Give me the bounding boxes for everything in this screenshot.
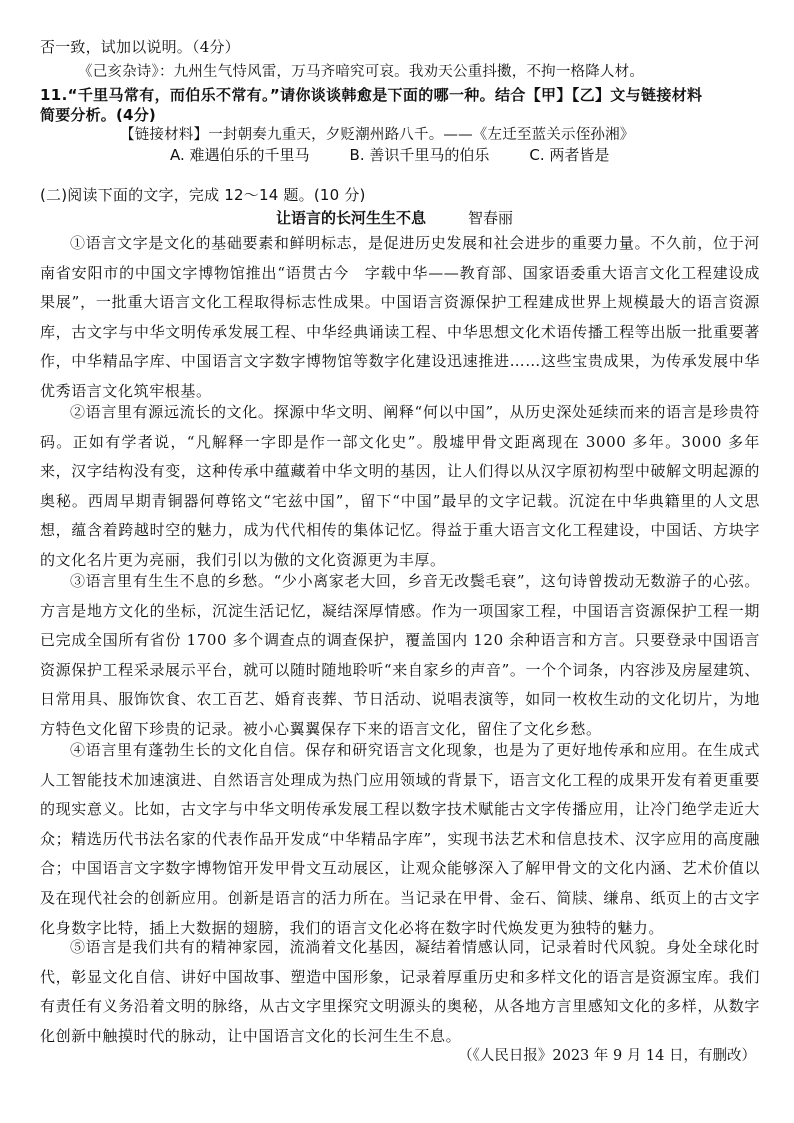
option-b: B. 善识千里马的伯乐 <box>349 146 490 164</box>
paragraph-3: ③语言里有生生不息的乡愁。“少小离家老大回，乡音无改鬓毛衰”，这句诗曾拨动无数游子的心弦。方言是地方文化的坐标，沉淀生活记忆，凝结深厚情感。作为一项国家工程，中国语言资源保护工程一期已完成全国所有省份 1700 多个调查点的调查保护，覆盖国内 120 余种语言和方言。只要登录中国语言资源保护工程采录展示平台，就可以随时随地聆听“来自家乡的声音”。一个个词条，内容涉及房屋建筑、日常用具、服饰饮食、农工百艺、婚育丧葬、节日活动、说唱表演等，如同一枚枚生动的文化切片，为地方特色文化留下珍贵的记录。被小心翼翼保存下来的语言文化，留住了文化乡愁。 <box>40 572 760 738</box>
paragraph-1: ①语言文字是文化的基础要素和鲜明标志，是促进历史发展和社会进步的重要力量。不久前，位于河南省安阳市的中国文字博物馆推出“语贯古今 字载中华——教育部、国家语委重大语言文化工程建设成果展”，一批重大语言文化工程取得标志性成果。中国语言资源保护工程建成世界上规模最大的语言资源库，古文字与中华文明传承发展工程、中华经典诵读工程、中华思想文化术语传播工程等出版一批重要著作，中华精品字库、中国语言文字数字博物馆等数字化建设迅速推进……这些宝贵成果，为传承发展中华优秀语言文化筑牢根基。 <box>40 234 760 400</box>
paragraph-2: ②语言里有源远流长的文化。探源中华文明、阐释“何以中国”，从历史深处延续而来的语言是珍贵符码。正如有学者说，“凡解释一字即是作一部文化史”。殷墟甲骨文距离现在 3000 多年。3000 多年来，汉字结构没有变，这种传承中蕴藏着中华文明的基因，让人们得以从汉字原初构型中破解文明起源的奥秘。西周早期青铜器何尊铭文“宅兹中国”，留下“中国”最早的文字记载。沉淀在中华典籍里的人文思想，蕴含着跨越时空的魅力，成为代代相传的集体记忆。得益于重大语言文化工程建设，中国话、方块字的文化名片更为亮丽，我们引以为傲的文化资源更为丰厚。 <box>40 403 760 569</box>
section-2-heading: (二)阅读下面的文字，完成 12～14 题。(10 分) <box>40 186 366 204</box>
paragraph-5: ⑤语言是我们共有的精神家园，流淌着文化基因，凝结着情感认同，记录着时代风貌。身处全球化时代，彰显文化自信、讲好中国故事、塑造中国形象，记录着厚重历史和多样文化的语言是资源宝库。我们有责任有义务沿着文明的脉络，从古文字里探究文明源头的奥秘，从各地方言里感知文化的多样，从数字化创新中触摸时代的脉动，让中国语言文化的长河生生不息。 <box>40 938 760 1045</box>
article-source: （《人民日报》2023 年 9 月 14 日，有删改） <box>458 1048 756 1064</box>
paragraph-4: ④语言里有蓬勃生长的文化自信。保存和研究语言文化现象，也是为了更好地传承和应用。在生成式人工智能技术加速演进、自然语言处理成为热门应用领域的背景下，语言文化工程的成果开发有着更重要的现实意义。比如，古文字与中华文明传承发展工程以数字技术赋能古文字传播应用，让冷门绝学走近大众；精选历代书法名家的代表作品开发成“中华精品字库”，实现书法艺术和信息技术、汉字应用的高度融合；中国语言文字数字博物馆开发甲骨文互动展区，让观众能够深入了解甲骨文的文化内涵、艺术价值以及在现代社会的创新应用。创新是语言的活力所在。当记录在甲骨、金石、简牍、缣帛、纸页上的古文字化身数字比特，插上大数据的翅膀，我们的语言文化必将在数字时代焕发更为独特的魅力。 <box>40 741 760 937</box>
question-10-tail: 否一致，试加以说明。（4分） <box>40 38 240 56</box>
question-11-line-2: 简要分析。(4分) <box>40 106 156 124</box>
option-c: C. 两者皆是 <box>529 146 610 164</box>
article-author: 智春丽 <box>468 209 514 227</box>
article-title <box>276 207 513 229</box>
poem-quote: 《己亥杂诗》：九州生气恃风雷，万马齐喑究可哀。我劝天公重抖擞，不拘一格降人材。 <box>78 64 645 80</box>
article-title-text: 让语言的长河生生不息 <box>276 209 427 227</box>
link-material: 【链接材料】一封朝奏九重天，夕贬潮州路八千。——《左迁至蓝关示侄孙湘》 <box>120 127 635 143</box>
question-11-line-1: 11.“千里马常有，而伯乐不常有。”请你谈谈韩愈是下面的哪一种。结合【甲】【乙】文与链接材料 <box>40 86 703 104</box>
option-a: A. 难遇伯乐的千里马 <box>170 146 310 164</box>
answer-options <box>170 144 609 166</box>
